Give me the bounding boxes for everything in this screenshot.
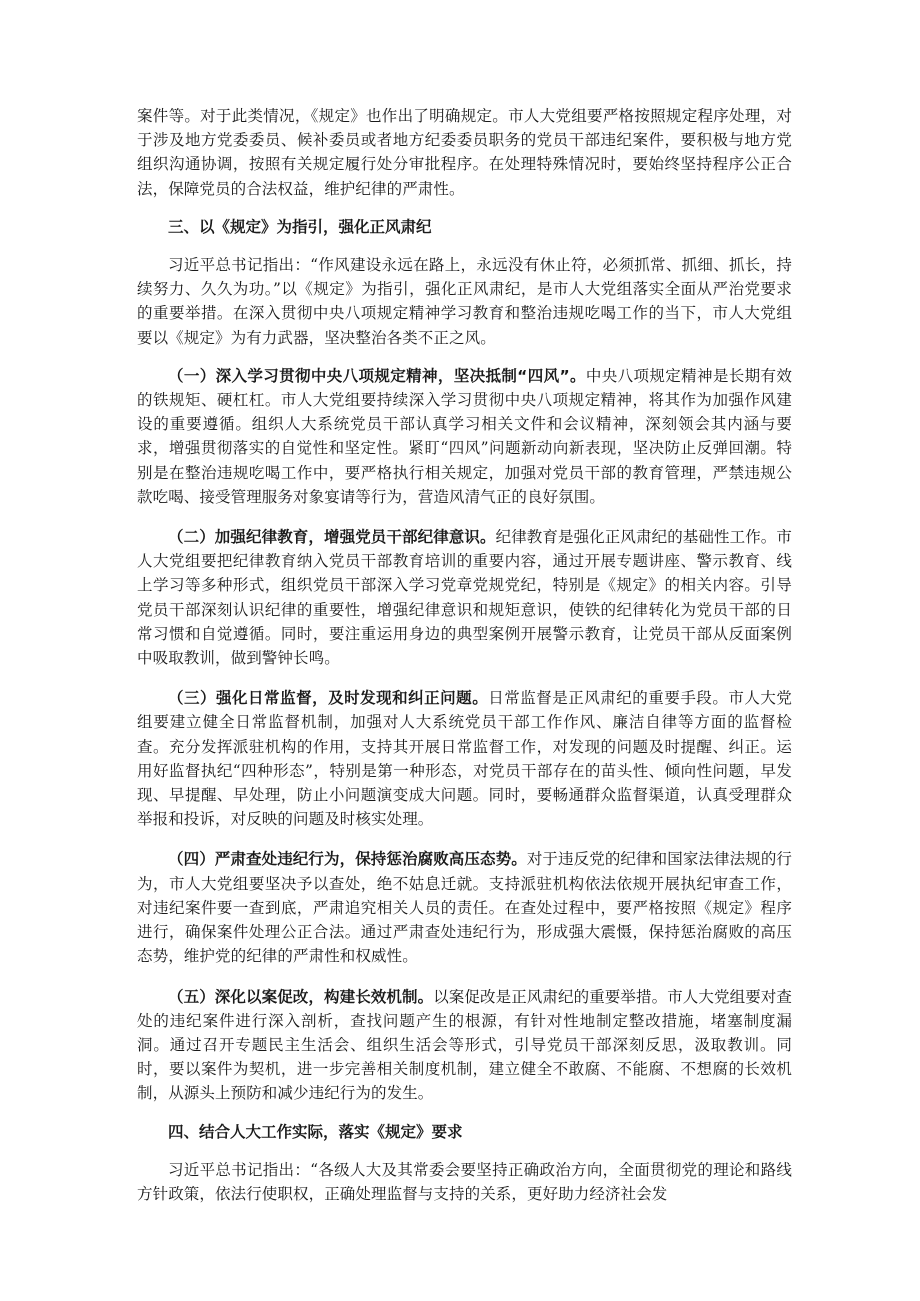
section-4-intro: 习近平总书记指出：“各级人大及其常委会要坚持正确政治方向，全面贯彻党的理论和路线方针政策，依法行使职权，正确处理监督与支持的关系，更好助力经济社会发 [137, 1160, 792, 1203]
item-3-body: 日常监督是正风肃纪的重要手段。市人大党组要建立健全日常监督机制，加强对人大系统党员干部工作作风、廉洁自律等方面的监督检查。充分发挥派驻机构的作用，支持其开展日常监督工作，对发现的问题及时提醒、纠正。运用好监督执纪“四种形态”，特别是第一种形态，对党员干部存在的苗头性、倾向性问题，早发现、早提醒、早处理，防止小问题演变成大问题。同时，要畅通群众监督渠道，认真受理群众举报和投诉，对反映的问题及时核实处理。 [137, 689, 792, 829]
item-2-paragraph [137, 525, 792, 670]
item-5-lead: （五）深化以案促改，构建长效机制。 [168, 987, 434, 1006]
section-4-heading: 四、结合人大工作实际，落实《规定》要求 [168, 1122, 463, 1141]
section-3-heading: 三、以《规定》为指引，强化正风肃纪 [168, 217, 432, 236]
intro-paragraph: 案件等。对于此类情况，《规定》也作出了明确规定。市人大党组要严格按照规定程序处理，对于涉及地方党委委员、候补委员或者地方纪委委员职务的党员干部违纪案件，要积极与地方党组织沟通协调，按照有关规定履行处分审批程序。在处理特殊情况时，要始终坚持程序公正合法，保障党员的合法权益，维护纪律的严肃性。 [137, 107, 792, 198]
item-4-lead: （四）严肃查处违纪行为，保持惩治腐败高压态势。 [168, 850, 527, 869]
item-4-paragraph [137, 847, 792, 968]
item-1-body: 中央八项规定精神是长期有效的铁规矩、硬杠杠。市人大党组要持续深入学习贯彻中央八项规定精神，将其作为加强作风建设的重要遵循。组织人大系统党员干部认真学习相关文件和会议精神，深刻领会其内涵与要求，增强贯彻落实的自觉性和坚定性。紧盯“四风”问题新动向新表现，坚决防止反弹回潮。特别是在整治违规吃喝工作中，要严格执行相关规定，加强对党员干部的教育管理，严禁违规公款吃喝、接受管理服务对象宴请等行为，营造风清气正的良好氛围。 [137, 366, 792, 506]
item-1-paragraph [137, 364, 792, 509]
item-2-body: 纪律教育是强化正风肃纪的基础性工作。市人大党组要把纪律教育纳入党员干部教育培训的重要内容，通过开展专题讲座、警示教育、线上学习等多种形式，组织党员干部深入学习党章党规党纪，特别是《规定》的相关内容。引导党员干部深刻认识纪律的重要性，增强纪律意识和规矩意识，使铁的纪律转化为党员干部的日常习惯和自觉遵循。同时，要注重运用身边的典型案例开展警示教育，让党员干部从反面案例中吸取教训，做到警钟长鸣。 [137, 528, 793, 668]
item-1-lead: （一）深入学习贯彻中央八项规定精神，坚决抵制“四风”。 [168, 366, 586, 385]
item-3-paragraph [137, 686, 792, 831]
item-2-lead: （二）加强纪律教育，增强党员干部纪律意识。 [168, 528, 496, 547]
section-3-intro: 习近平总书记指出：“作风建设永远在路上，永远没有休止符，必须抓常、抓细、抓长，持续努力、久久为功。”以《规定》为指引，强化正风肃纪，是市人大党组落实全面从严治党要求的重要举措。在深入贯彻中央八项规定精神学习教育和整治违规吃喝工作的当下，市人大党组要以《规定》为有力武器，坚决整治各类不正之风。 [137, 256, 792, 347]
document-page [137, 104, 792, 1206]
item-3-lead: （三）强化日常监督，及时发现和纠正问题。 [168, 689, 489, 708]
item-5-paragraph [137, 985, 792, 1106]
item-4-body: 对于违反党的纪律和国家法律法规的行为，市人大党组要坚决予以查处，绝不姑息迁就。支持派驻机构依法依规开展执纪审查工作，对违纪案件要一查到底，严肃追究相关人员的责任。在查处过程中，要严格按照《规定》程序进行，确保案件处理公正合法。通过严肃查处违纪行为，形成强大震慑，保持惩治腐败的高压态势，维护党的纪律的严肃性和权威性。 [137, 850, 793, 966]
item-5-body: 以案促改是正风肃纪的重要举措。市人大党组要对查处的违纪案件进行深入剖析，查找问题产生的根源，有针对性地制定整改措施，堵塞制度漏洞。通过召开专题民主生活会、组织生活会等形式，引导党员干部深刻反思，汲取教训。同时，要以案件为契机，进一步完善相关制度机制，建立健全不敢腐、不能腐、不想腐的长效机制，从源头上预防和减少违纪行为的发生。 [137, 987, 793, 1103]
